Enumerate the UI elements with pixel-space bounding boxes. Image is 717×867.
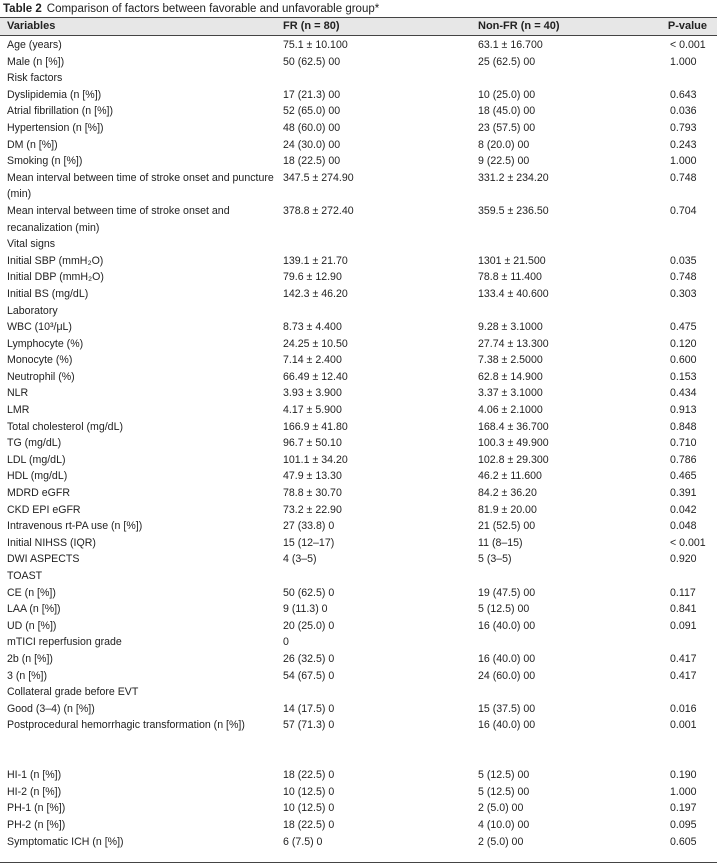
variable-cell: Male (n [%]) <box>7 55 65 68</box>
variable-cell: mTICI reperfusion grade <box>7 636 122 649</box>
table-row <box>0 103 717 120</box>
nonfr-value-cell: 27.74 ± 13.300 <box>478 337 549 350</box>
table-row <box>0 568 717 585</box>
p-value-cell: 0.197 <box>670 802 697 815</box>
variable-cell: LAA (n [%]) <box>7 603 61 616</box>
variable-cell: Total cholesterol (mg/dL) <box>7 420 123 433</box>
nonfr-value-cell: 5 (12.5) 00 <box>478 603 530 616</box>
p-value-cell: < 0.001 <box>670 536 706 549</box>
table-row <box>0 634 717 651</box>
p-value-cell: 0.605 <box>670 835 697 848</box>
nonfr-value-cell: 16 (40.0) 00 <box>478 619 536 632</box>
p-value-cell: 0.920 <box>670 553 697 566</box>
nonfr-value-cell: 46.2 ± 11.600 <box>478 470 542 483</box>
nonfr-value-cell: 16 (40.0) 00 <box>478 652 536 665</box>
p-value-cell: 0.913 <box>670 404 697 417</box>
fr-value-cell: 27 (33.8) 0 <box>283 520 335 533</box>
variable-cell: NLR <box>7 387 29 400</box>
table-row <box>0 784 717 801</box>
nonfr-value-cell: 21 (52.5) 00 <box>478 520 536 533</box>
fr-value-cell: 20 (25.0) 0 <box>283 619 335 632</box>
nonfr-value-cell: 63.1 ± 16.700 <box>478 39 543 51</box>
table-row <box>0 585 717 602</box>
p-value-cell: 0.643 <box>670 88 697 101</box>
variable-cell: Vital signs <box>7 238 56 251</box>
table-row <box>0 137 717 154</box>
table-row <box>0 668 717 685</box>
table-row <box>0 153 717 170</box>
table-row <box>0 170 717 203</box>
table-row <box>0 269 717 286</box>
table-caption <box>3 1 715 17</box>
variable-cell: CE (n [%]) <box>7 586 56 599</box>
p-value-cell: 0.434 <box>670 387 697 400</box>
table-row <box>0 817 717 834</box>
p-value-cell: 0.048 <box>670 520 697 533</box>
fr-value-cell: 52 (65.0) 00 <box>283 105 341 118</box>
table-row <box>0 684 717 701</box>
variable-cell: Intravenous rt-PA use (n [%]) <box>7 520 143 533</box>
table-row <box>0 236 717 253</box>
fr-value-cell: 14 (17.5) 0 <box>283 702 335 715</box>
nonfr-value-cell: 81.9 ± 20.00 <box>478 503 537 516</box>
table-row <box>0 518 717 535</box>
p-value-cell: 0.120 <box>670 337 697 350</box>
p-value-cell: 0.793 <box>670 121 697 134</box>
fr-value-cell: 6 (7.5) 0 <box>283 835 323 848</box>
variable-cell: TOAST <box>7 570 43 582</box>
p-value-cell: 0.841 <box>670 603 697 616</box>
variable-cell: Initial SBP (mmH₂O) <box>7 254 104 267</box>
fr-value-cell: 101.1 ± 34.20 <box>283 453 348 466</box>
fr-value-cell: 17 (21.3) 00 <box>283 88 341 101</box>
p-value-cell: 0.748 <box>670 271 697 284</box>
table-bottom-rule <box>0 862 717 863</box>
p-value-cell: 0.417 <box>670 652 697 665</box>
fr-value-cell: 79.6 ± 12.90 <box>283 271 342 284</box>
nonfr-value-cell: 7.38 ± 2.5000 <box>478 354 543 367</box>
table-row <box>0 485 717 502</box>
fr-value-cell: 54 (67.5) 0 <box>283 669 335 682</box>
variable-cell: Hypertension (n [%]) <box>7 121 104 134</box>
variable-cell: HDL (mg/dL) <box>7 470 68 483</box>
table-row <box>0 551 717 568</box>
nonfr-value-cell: 5 (12.5) 00 <box>478 769 530 782</box>
table-row <box>0 618 717 635</box>
p-value-cell: 1.000 <box>670 155 697 168</box>
header-pvalue: P-value <box>667 20 707 32</box>
nonfr-value-cell: 2 (5.0) 00 <box>478 802 524 815</box>
variable-cell: PH-2 (n [%]) <box>7 818 66 831</box>
fr-value-cell: 26 (32.5) 0 <box>283 652 335 665</box>
table-row <box>0 419 717 436</box>
fr-value-cell: 7.14 ± 2.400 <box>283 354 342 367</box>
variable-cell: LDL (mg/dL) <box>7 453 66 466</box>
p-value-cell: 0.035 <box>670 254 697 267</box>
p-value-cell: 0.001 <box>670 719 697 732</box>
fr-value-cell: 10 (12.5) 0 <box>283 802 335 815</box>
table-row <box>0 834 717 851</box>
table-row <box>0 468 717 485</box>
variable-cell: Laboratory <box>7 304 58 317</box>
table-label: Table 2 <box>3 3 42 15</box>
variable-cell: Age (years) <box>7 39 62 51</box>
variable-cell: 3 (n [%]) <box>7 669 48 682</box>
variable-cell: Good (3–4) (n [%]) <box>7 702 95 715</box>
table-row <box>0 369 717 386</box>
variable-cell: MDRD eGFR <box>7 487 70 500</box>
table-row <box>0 651 717 668</box>
variable-cell: Initial DBP (mmH₂O) <box>7 271 104 284</box>
p-value-cell: 0.391 <box>670 487 697 500</box>
nonfr-value-cell: 100.3 ± 49.900 <box>478 437 549 450</box>
p-value-cell: 0.710 <box>670 437 697 450</box>
variable-cell: Postprocedural hemorrhagic transformation (n [%]) <box>7 719 245 732</box>
nonfr-value-cell: 9 (22.5) 00 <box>478 155 530 168</box>
nonfr-value-cell: 25 (62.5) 00 <box>478 55 536 68</box>
header-nonfr: Non-FR (n = 40) <box>478 20 560 32</box>
variable-cell: TG (mg/dL) <box>7 437 62 450</box>
table-row <box>0 54 717 71</box>
nonfr-value-cell: 3.37 ± 3.1000 <box>478 387 543 400</box>
fr-value-cell: 66.49 ± 12.40 <box>283 370 348 383</box>
p-value-cell: 0.095 <box>670 818 697 831</box>
nonfr-value-cell: 24 (60.0) 00 <box>478 669 536 682</box>
variable-cell: LMR <box>7 404 30 417</box>
table-row <box>0 319 717 336</box>
table-row <box>0 336 717 353</box>
fr-value-cell: 18 (22.5) 00 <box>283 155 341 168</box>
p-value-cell: 0.475 <box>670 321 697 334</box>
p-value-cell: 0.786 <box>670 453 697 466</box>
variable-cell: Initial NIHSS (IQR) <box>7 536 96 549</box>
fr-value-cell: 378.8 ± 272.40 <box>283 204 354 217</box>
p-value-cell: 0.036 <box>670 105 697 118</box>
p-value-cell: 0.042 <box>670 503 697 516</box>
fr-value-cell: 8.73 ± 4.400 <box>283 321 342 334</box>
table-row <box>0 452 717 469</box>
table-row <box>0 717 717 767</box>
table-row <box>0 120 717 137</box>
p-value-cell: 1.000 <box>670 785 697 798</box>
variable-cell: Collateral grade before EVT <box>7 686 139 699</box>
nonfr-value-cell: 62.8 ± 14.900 <box>478 370 543 383</box>
fr-value-cell: 166.9 ± 41.80 <box>283 420 348 433</box>
fr-value-cell: 24.25 ± 10.50 <box>283 337 348 350</box>
nonfr-value-cell: 359.5 ± 236.50 <box>478 204 549 217</box>
table-row <box>0 37 717 54</box>
variable-cell: DM (n [%]) <box>7 138 58 151</box>
table-row <box>0 87 717 104</box>
table-row <box>0 385 717 402</box>
variable-cell: DWI ASPECTS <box>7 553 80 566</box>
p-value-cell: 0.016 <box>670 702 697 715</box>
p-value-cell: < 0.001 <box>670 39 706 51</box>
nonfr-value-cell: 331.2 ± 234.20 <box>478 171 549 184</box>
nonfr-value-cell: 2 (5.0) 00 <box>478 835 524 848</box>
nonfr-value-cell: 84.2 ± 36.20 <box>478 487 537 500</box>
fr-value-cell: 96.7 ± 50.10 <box>283 437 342 450</box>
fr-value-cell: 18 (22.5) 0 <box>283 769 335 782</box>
nonfr-value-cell: 168.4 ± 36.700 <box>478 420 549 433</box>
nonfr-value-cell: 78.8 ± 11.400 <box>478 271 542 284</box>
p-value-cell: 0.117 <box>670 586 696 599</box>
fr-value-cell: 139.1 ± 21.70 <box>283 254 348 267</box>
nonfr-value-cell: 4 (10.0) 00 <box>478 818 530 831</box>
table-row <box>0 402 717 419</box>
table-title: Comparison of factors between favorable and unfavorable group* <box>46 3 380 15</box>
nonfr-value-cell: 4.06 ± 2.1000 <box>478 404 543 417</box>
fr-value-cell: 18 (22.5) 0 <box>283 818 335 831</box>
variable-cell: Atrial fibrillation (n [%]) <box>7 105 113 118</box>
table-row <box>0 352 717 369</box>
p-value-cell: 0.704 <box>670 204 697 217</box>
fr-value-cell: 15 (12–17) <box>283 536 335 549</box>
variable-cell: WBC (10³/μL) <box>7 321 72 334</box>
variable-cell: UD (n [%]) <box>7 619 57 632</box>
table-row <box>0 767 717 784</box>
variable-cell: 2b (n [%]) <box>7 652 53 665</box>
nonfr-value-cell: 10 (25.0) 00 <box>478 88 536 101</box>
nonfr-value-cell: 11 (8–15) <box>478 536 523 549</box>
fr-value-cell: 24 (30.0) 00 <box>283 138 341 151</box>
table-row <box>0 535 717 552</box>
fr-value-cell: 10 (12.5) 0 <box>283 785 335 798</box>
fr-value-cell: 4.17 ± 5.900 <box>283 404 342 417</box>
variable-cell: Monocyte (%) <box>7 354 73 367</box>
table-row <box>0 502 717 519</box>
nonfr-value-cell: 19 (47.5) 00 <box>478 586 536 599</box>
table-header-row <box>0 17 717 36</box>
variable-cell: Neutrophil (%) <box>7 370 75 383</box>
table-row <box>0 286 717 303</box>
fr-value-cell: 347.5 ± 274.90 <box>283 171 354 184</box>
table-row <box>0 253 717 270</box>
variable-cell: Mean interval between time of stroke onset and recanalization (min) <box>7 204 230 234</box>
p-value-cell: 0.600 <box>670 354 697 367</box>
table-row <box>0 435 717 452</box>
p-value-cell: 1.000 <box>670 55 697 68</box>
nonfr-value-cell: 133.4 ± 40.600 <box>478 287 549 300</box>
fr-value-cell: 9 (11.3) 0 <box>283 603 328 616</box>
header-fr: FR (n = 80) <box>283 20 340 32</box>
nonfr-value-cell: 18 (45.0) 00 <box>478 105 536 118</box>
nonfr-value-cell: 16 (40.0) 00 <box>478 719 536 732</box>
table-row <box>0 203 717 236</box>
nonfr-value-cell: 8 (20.0) 00 <box>478 138 530 151</box>
fr-value-cell: 47.9 ± 13.30 <box>283 470 342 483</box>
p-value-cell: 0.091 <box>670 619 697 632</box>
variable-cell: Dyslipidemia (n [%]) <box>7 88 102 101</box>
table-row <box>0 701 717 718</box>
header-variables: Variables <box>7 20 56 32</box>
p-value-cell: 0.243 <box>670 138 697 151</box>
table-row <box>0 70 717 87</box>
fr-value-cell: 73.2 ± 22.90 <box>283 503 342 516</box>
p-value-cell: 0.153 <box>670 370 697 383</box>
variable-cell: CKD EPI eGFR <box>7 503 81 516</box>
p-value-cell: 0.465 <box>670 470 697 483</box>
variable-cell: HI-1 (n [%]) <box>7 769 62 782</box>
fr-value-cell: 3.93 ± 3.900 <box>283 387 342 400</box>
nonfr-value-cell: 1301 ± 21.500 <box>478 254 546 267</box>
variable-cell: Risk factors <box>7 72 63 85</box>
fr-value-cell: 57 (71.3) 0 <box>283 719 335 732</box>
p-value-cell: 0.417 <box>670 669 697 682</box>
table-body <box>0 37 717 850</box>
fr-value-cell: 50 (62.5) 0 <box>283 586 335 599</box>
nonfr-value-cell: 5 (12.5) 00 <box>478 785 530 798</box>
fr-value-cell: 142.3 ± 46.20 <box>283 287 348 300</box>
nonfr-value-cell: 5 (3–5) <box>478 553 512 566</box>
p-value-cell: 0.303 <box>670 287 697 300</box>
fr-value-cell: 78.8 ± 30.70 <box>283 487 342 500</box>
nonfr-value-cell: 9.28 ± 3.1000 <box>478 321 543 334</box>
variable-cell: Lymphocyte (%) <box>7 337 84 350</box>
fr-value-cell: 75.1 ± 10.100 <box>283 39 348 51</box>
variable-cell: Initial BS (mg/dL) <box>7 287 89 300</box>
p-value-cell: 0.848 <box>670 420 697 433</box>
variable-cell: Symptomatic ICH (n [%]) <box>7 835 124 848</box>
variable-cell: Mean interval between time of stroke onset and puncture (min) <box>7 171 274 201</box>
variable-cell: Smoking (n [%]) <box>7 155 83 168</box>
nonfr-value-cell: 23 (57.5) 00 <box>478 121 536 134</box>
fr-value-cell: 0 <box>283 636 289 649</box>
variable-cell: HI-2 (n [%]) <box>7 785 62 798</box>
p-value-cell: 0.190 <box>670 769 697 782</box>
p-value-cell: 0.748 <box>670 171 697 184</box>
fr-value-cell: 4 (3–5) <box>283 553 317 566</box>
table-row <box>0 800 717 817</box>
table-row <box>0 601 717 618</box>
nonfr-value-cell: 102.8 ± 29.300 <box>478 453 549 466</box>
fr-value-cell: 48 (60.0) 00 <box>283 121 341 134</box>
fr-value-cell: 50 (62.5) 00 <box>283 55 341 68</box>
nonfr-value-cell: 15 (37.5) 00 <box>478 702 536 715</box>
table-row <box>0 303 717 320</box>
variable-cell: PH-1 (n [%]) <box>7 802 66 815</box>
